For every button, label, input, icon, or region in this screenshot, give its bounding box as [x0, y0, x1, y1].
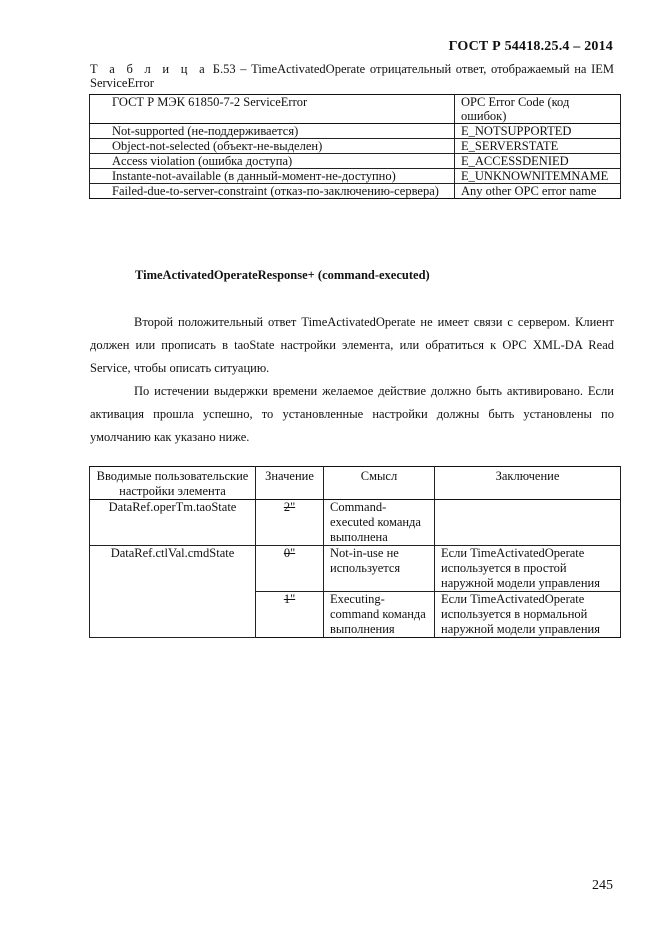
table-cell: DataRef.operTm.taoState	[90, 500, 256, 546]
table-cell: Not-supported (не-поддерживается)	[90, 124, 455, 139]
column-header: Значение	[256, 467, 324, 500]
table-caption-text: Б.53 – TimeActivatedOperate отрицательный ответ, отображаемый на IEM ServiceError	[90, 62, 615, 90]
table-cell: Failed-due-to-server-constraint (отказ-по-заключению-сервера)	[90, 184, 455, 199]
table-cell: DataRef.ctlVal.cmdState	[90, 546, 256, 638]
table-row	[90, 184, 621, 199]
column-header: Заключение	[435, 467, 621, 500]
table-cell: Not-in-use не используется	[324, 546, 435, 592]
table-cell: E_ACCESSDENIED	[455, 154, 621, 169]
section-title: TimeActivatedOperateResponse+ (command-executed)	[135, 268, 430, 282]
table-caption	[90, 62, 614, 90]
table-cell: Instante-not-available (в данный-момент-не-доступно)	[90, 169, 455, 184]
value-number: 1	[283, 592, 291, 606]
table-cell: E_SERVERSTATE	[455, 139, 621, 154]
table-caption-prefix: Т а б л и ц а	[90, 62, 209, 76]
value-number: 0	[283, 546, 291, 560]
value-suffix: "	[290, 546, 296, 560]
table-cell: E_NOTSUPPORTED	[455, 124, 621, 139]
table-row	[90, 169, 621, 184]
value-cell	[256, 592, 324, 638]
table-cell: E_UNKNOWNITEMNAME	[455, 169, 621, 184]
table-cell: Any other OPC error name	[455, 184, 621, 199]
table-row	[90, 500, 621, 546]
table-cell: Executing-command команда выполнения	[324, 592, 435, 638]
table-cell: Если TimeActivatedOperate используется в нормальной наружной модели управления	[435, 592, 621, 638]
table-cell: Object-not-selected (объект-не-выделен)	[90, 139, 455, 154]
paragraph-text: По истечении выдержки времени желаемое действие должно быть активировано. Если активация прошла успешно, то установленные настройки должны быть установлены по умолчанию как указано ниже.	[90, 384, 614, 444]
table-cell: Command-executed команда выполнена	[324, 500, 435, 546]
table-row	[90, 139, 621, 154]
document-header: ГОСТ Р 54418.25.4 – 2014	[448, 39, 613, 54]
paragraph-text: Второй положительный ответ TimeActivatedOperate не имеет связи с сервером. Клиент должен или прописать в taoState настройки элемента, или обратиться к OPC XML-DA Read Service, чтобы описать ситуацию.	[90, 315, 614, 375]
table-cell: Если TimeActivatedOperate используется в простой наружной модели управления	[435, 546, 621, 592]
value-number: 2	[283, 500, 291, 514]
table-cell: Access violation (ошибка доступа)	[90, 154, 455, 169]
table-header-row	[90, 467, 621, 500]
table-cell	[435, 500, 621, 546]
column-header: ГОСТ Р МЭК 61850-7-2 ServiceError	[90, 95, 455, 124]
value-cell	[256, 546, 324, 592]
paragraph	[90, 311, 614, 380]
table-row	[90, 124, 621, 139]
value-suffix: "	[290, 592, 296, 606]
error-mapping-table	[89, 94, 621, 199]
paragraph	[90, 380, 614, 449]
value-cell	[256, 500, 324, 546]
table-header-row	[90, 95, 621, 124]
value-suffix: "	[290, 500, 296, 514]
column-header: OPC Error Code (код ошибок)	[455, 95, 621, 124]
column-header: Вводимые пользовательские настройки элемента	[90, 467, 256, 500]
table-row	[90, 154, 621, 169]
settings-table	[89, 466, 621, 638]
table-row	[90, 546, 621, 592]
column-header: Смысл	[324, 467, 435, 500]
page-number: 245	[592, 878, 613, 893]
